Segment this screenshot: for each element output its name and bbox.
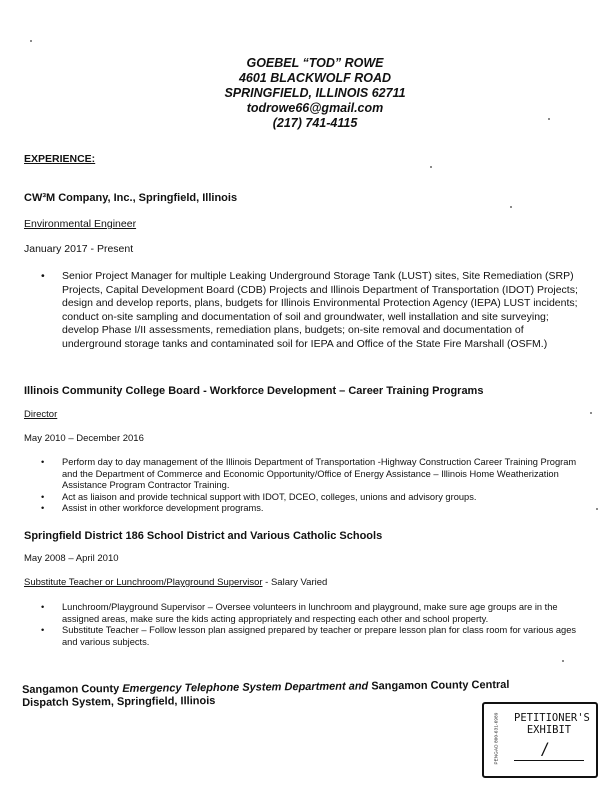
petitioners-exhibit-stamp bbox=[482, 702, 598, 778]
scan-speck bbox=[548, 118, 550, 120]
job-4-company-part-2: Emergency Telephone System Department and bbox=[122, 680, 369, 695]
job-4-company-line-2: Dispatch System, Springfield, Illinois bbox=[22, 694, 216, 709]
scan-speck bbox=[590, 412, 592, 414]
city-state-zip: SPRINGFIELD, ILLINOIS 62711 bbox=[224, 86, 406, 100]
job-1-title: Environmental Engineer bbox=[24, 218, 137, 230]
stamp-handwritten-mark: / bbox=[542, 740, 548, 760]
scan-speck bbox=[596, 508, 598, 510]
scan-speck bbox=[510, 206, 512, 208]
job-2-company: Illinois Community College Board - Workforce Development – Career Training Programs bbox=[24, 385, 484, 397]
stamp-title bbox=[514, 712, 590, 736]
job-3-dates: May 2008 – April 2010 bbox=[24, 553, 119, 564]
job-3-title: Substitute Teacher or Lunchroom/Playground Supervisor bbox=[24, 577, 263, 588]
list-item: • Lunchroom/Playground Supervisor – Oversee volunteers in lunchroom and playground, make sure age groups are in the assigned areas, make sure the kids acting appropriately and respecting each other and school property. bbox=[24, 602, 584, 625]
list-item: • Senior Project Manager for multiple Leaking Underground Storage Tank (LUST) sites, Site Remediation (SRP) Projects, Capital Development Board (CDB) Projects and Illinois Department of Transportation (IDOT) Projects; design and develop reports, plans, budgets for Illinois Environmental Protection Agency (IEPA) LUST incidents; conduct on-site sampling and documentation of soil and groundwater, well installation and site surveying; develop Phase I/II assessments, remediation plans, budgets; on-site removal and documentation of underground storage tanks and contaminated soil for IEPA and Office of the State Fire Marshall (OSFM.) bbox=[24, 270, 584, 351]
stamp-title-line-2: EXHIBIT bbox=[526, 724, 572, 736]
scan-speck bbox=[430, 166, 432, 168]
candidate-name: GOEBEL “TOD” ROWE bbox=[246, 56, 384, 70]
email-address: todrowe66@gmail.com bbox=[246, 101, 384, 115]
job-4-company-part-1: Sangamon County bbox=[22, 682, 123, 696]
job-3-title-line bbox=[24, 577, 327, 588]
stamp-side-text: PENGAD 800-631-6989 bbox=[493, 712, 499, 765]
job-3-title-suffix: - Salary Varied bbox=[262, 577, 328, 588]
list-item: • Assist in other workforce development programs. bbox=[24, 503, 584, 515]
job-2-dates: May 2010 – December 2016 bbox=[24, 433, 144, 444]
job-3-bullets bbox=[24, 602, 584, 648]
list-item: • Perform day to day management of the Illinois Department of Transportation -Highway Construction Career Training Program and the Department of Commerce and Economic Opportunity/Office of Energy Assistance – Illinois Home Weatherization Assistance Program Contractor Training. bbox=[24, 457, 584, 492]
experience-heading: EXPERIENCE: bbox=[24, 153, 96, 165]
job-2-bullets bbox=[24, 457, 584, 515]
contact-header bbox=[150, 56, 480, 131]
list-item: • Substitute Teacher – Follow lesson plan assigned prepared by teacher or prepare lesson plan for class room for various ages and various subjects. bbox=[24, 625, 584, 648]
stamp-signature-line bbox=[514, 760, 584, 761]
job-1-company: CW³M Company, Inc., Springfield, Illinois bbox=[24, 192, 238, 204]
job-3-company: Springfield District 186 School District and Various Catholic Schools bbox=[24, 530, 383, 542]
scan-speck bbox=[562, 660, 564, 662]
job-4-company-part-3: Sangamon County Central bbox=[368, 678, 510, 693]
phone-number: (217) 741-4115 bbox=[272, 116, 358, 130]
stamp-title-line-1: PETITIONER'S bbox=[514, 712, 590, 724]
job-1-bullets bbox=[24, 270, 584, 351]
list-item: • Act as liaison and provide technical support with IDOT, DCEO, colleges, unions and advisory groups. bbox=[24, 492, 584, 504]
job-1-dates: January 2017 - Present bbox=[24, 243, 134, 255]
scan-speck bbox=[30, 40, 32, 42]
street-address: 4601 BLACKWOLF ROAD bbox=[238, 71, 392, 85]
job-2-title: Director bbox=[24, 409, 58, 420]
